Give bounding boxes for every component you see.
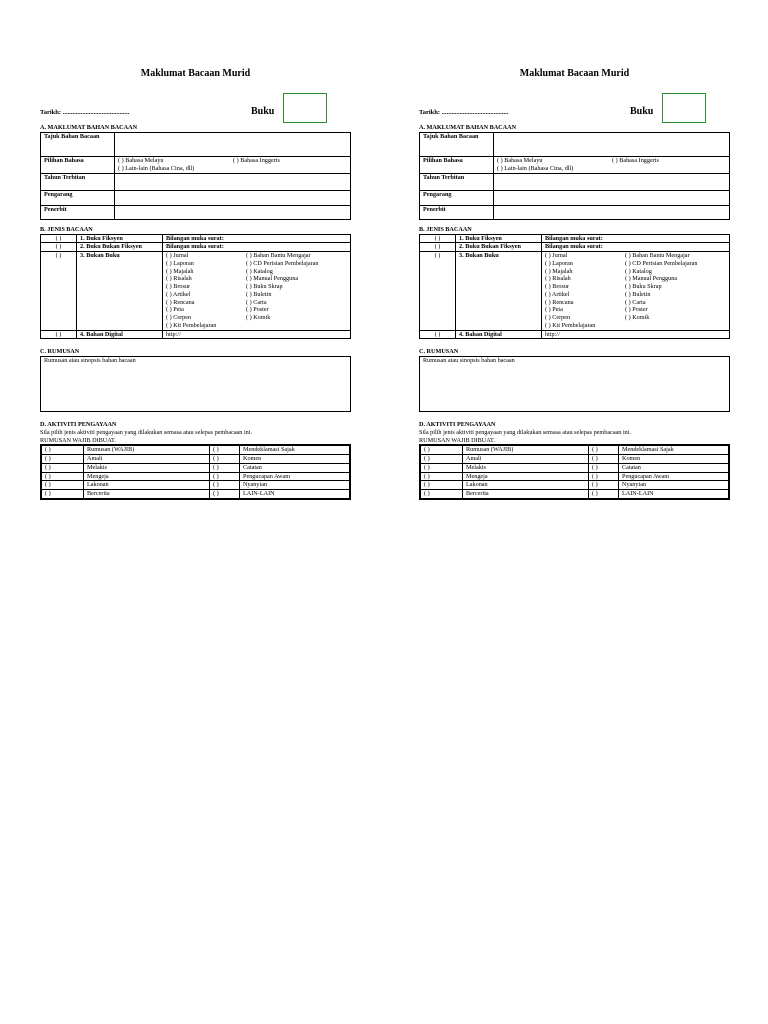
bukan-buku-option[interactable]: ( ) Rencana — [166, 298, 195, 306]
checkbox-bukan-fiksyen[interactable]: ( ) — [41, 243, 77, 252]
pengarang-label: Pengarang — [41, 190, 115, 205]
tajuk-label: Tajuk Bahan Bacaan — [420, 132, 494, 156]
activity-checkbox[interactable]: ( ) — [589, 455, 619, 464]
bukan-buku-option[interactable]: ( ) Risalah — [545, 275, 571, 283]
checkbox-bukan-buku[interactable]: ( ) — [41, 252, 77, 331]
bukan-fiksyen-label: 2. Buku Bukan Fiksyen — [77, 243, 163, 252]
pilihan-label: Pilihan Bahasa — [420, 156, 494, 173]
activity-checkbox[interactable]: ( ) — [589, 463, 619, 472]
checkbox-digital[interactable]: ( ) — [41, 330, 77, 339]
bukan-buku-option[interactable]: ( ) CD Perisian Pembelajaran — [625, 259, 698, 267]
penerbit-label: Penerbit — [420, 205, 494, 219]
pilihan-label: Pilihan Bahasa — [41, 156, 115, 173]
bukan-buku-option[interactable]: ( ) Jurnal — [166, 252, 189, 259]
bukan-buku-label: 3. Bukan Buku — [456, 252, 542, 331]
activity-label: Mendeklamasi Sajak — [240, 446, 350, 455]
tahun-input[interactable] — [115, 173, 351, 190]
form-title: Maklumat Bacaan Murid — [140, 68, 251, 79]
bukan-buku-option[interactable]: ( ) Bahan Bantu Mengajar — [625, 252, 690, 259]
activity-checkbox[interactable]: ( ) — [42, 446, 84, 455]
bukan-buku-option[interactable]: ( ) Kit Pembelajaran — [545, 321, 596, 329]
bukan-buku-option[interactable]: ( ) Buletin — [625, 290, 651, 298]
activity-checkbox[interactable]: ( ) — [42, 472, 84, 481]
bukan-buku-option[interactable]: ( ) Rencana — [545, 298, 574, 306]
bukan-buku-col2 — [625, 252, 698, 330]
bukan-buku-options — [542, 252, 730, 331]
bukan-buku-option[interactable]: ( ) Laporan — [166, 259, 194, 267]
activity-row — [42, 481, 350, 490]
reading-form-left — [40, 68, 351, 500]
pengarang-input[interactable] — [115, 190, 351, 205]
activity-label: Bercerita — [84, 490, 210, 499]
rumusan-box[interactable] — [420, 357, 730, 412]
activity-checkbox[interactable]: ( ) — [210, 481, 240, 490]
activity-label: Komen — [619, 455, 729, 464]
activity-row — [421, 455, 729, 464]
bukan-fiksyen-label: 2. Buku Bukan Fiksyen — [456, 243, 542, 252]
activity-checkbox[interactable]: ( ) — [210, 463, 240, 472]
option-lain-lain[interactable]: ( ) Lain-lain (Bahasa Cina, dll) — [497, 164, 574, 172]
pengarang-input[interactable] — [494, 190, 730, 205]
penerbit-label: Penerbit — [41, 205, 115, 219]
tarikh-field[interactable]: Tarikh: ......................................... — [419, 109, 509, 116]
digital-url[interactable]: http:// — [163, 330, 351, 339]
buku-number-box[interactable] — [283, 93, 327, 123]
activity-checkbox[interactable]: ( ) — [421, 446, 463, 455]
section-d-wajib: RUMUSAN WAJIB DIBUAT. — [40, 436, 116, 444]
option-bahasa-inggeris[interactable]: ( ) Bahasa Inggeris — [233, 156, 280, 164]
checkbox-fiksyen[interactable]: ( ) — [420, 234, 456, 243]
activity-label: Melakis — [463, 463, 589, 472]
bukan-buku-option[interactable]: ( ) Komik — [625, 314, 650, 321]
section-b-heading: B. JENIS BACAAN — [40, 225, 93, 233]
bukan-buku-option[interactable]: ( ) Risalah — [166, 275, 192, 283]
bukan-buku-option[interactable]: ( ) Majalah — [166, 267, 194, 275]
bukan-buku-option[interactable]: ( ) Peta — [545, 306, 563, 314]
section-d-heading: D. AKTIVITI PENGAYAAN — [40, 421, 117, 428]
digital-url[interactable]: http:// — [542, 330, 730, 339]
form-header — [40, 82, 351, 117]
activity-label: Mengeja — [463, 472, 589, 481]
pilihan-options[interactable] — [115, 156, 351, 173]
activity-label: Rumusan (WAJIB) — [463, 446, 589, 455]
form-title: Maklumat Bacaan Murid — [519, 68, 630, 79]
bukan-buku-option[interactable]: ( ) Kit Pembelajaran — [166, 321, 217, 329]
activity-row — [421, 481, 729, 490]
section-c-heading: C. RUMUSAN — [40, 348, 80, 356]
activity-label: Pengucapan Awam — [619, 472, 729, 481]
activity-checkbox[interactable]: ( ) — [421, 472, 463, 481]
section-d-heading: D. AKTIVITI PENGAYAAN — [419, 421, 496, 428]
tahun-label: Tahun Terbitan — [420, 173, 494, 190]
bukan-buku-option[interactable]: ( ) Poster — [246, 306, 269, 314]
section-b-table — [40, 234, 351, 340]
bukan-buku-option[interactable]: ( ) Cerpen — [166, 314, 192, 321]
activity-checkbox[interactable]: ( ) — [421, 463, 463, 472]
bukan-buku-option[interactable]: ( ) Katalog — [246, 267, 273, 275]
activity-table — [40, 444, 351, 500]
bukan-buku-option[interactable]: ( ) Poster — [625, 306, 648, 314]
bilangan-fiksyen[interactable]: Bilangan muka surat: — [542, 234, 730, 243]
activity-label: Nyanyian — [240, 481, 350, 490]
activity-row — [421, 446, 729, 455]
activity-checkbox[interactable]: ( ) — [589, 446, 619, 455]
activity-checkbox[interactable]: ( ) — [42, 481, 84, 490]
section-b-heading: B. JENIS BACAAN — [419, 225, 472, 233]
buku-label: Buku — [251, 106, 275, 117]
section-a-table — [40, 132, 351, 220]
fiksyen-label: 1. Buku Fiksyen — [77, 234, 163, 243]
buku-number-box[interactable] — [662, 93, 706, 123]
activity-row — [42, 446, 350, 455]
activity-label: Mendeklamasi Sajak — [619, 446, 729, 455]
section-c-table — [419, 356, 730, 412]
bukan-buku-options — [163, 252, 351, 331]
section-c-heading: C. RUMUSAN — [419, 348, 459, 356]
activity-label: Amali — [84, 455, 210, 464]
fiksyen-label: 1. Buku Fiksyen — [456, 234, 542, 243]
activity-checkbox[interactable]: ( ) — [42, 455, 84, 464]
checkbox-fiksyen[interactable]: ( ) — [41, 234, 77, 243]
bilangan-fiksyen[interactable]: Bilangan muka surat: — [163, 234, 351, 243]
activity-label: Mengeja — [84, 472, 210, 481]
activity-label: Bercerita — [463, 490, 589, 499]
bukan-buku-option[interactable]: ( ) Manual Pengguna — [246, 275, 299, 283]
activity-checkbox[interactable]: ( ) — [210, 472, 240, 481]
activity-label: Rumusan (WAJIB) — [84, 446, 210, 455]
activity-label: Pengucapan Awam — [240, 472, 350, 481]
activity-label: Catatan — [619, 463, 729, 472]
option-lain-lain[interactable]: ( ) Lain-lain (Bahasa Cina, dll) — [118, 164, 195, 172]
checkbox-bukan-fiksyen[interactable]: ( ) — [420, 243, 456, 252]
tajuk-input[interactable] — [115, 132, 351, 156]
pilihan-options[interactable] — [494, 156, 730, 173]
activity-label: Lakonan — [463, 481, 589, 490]
form-header — [419, 82, 730, 117]
bukan-buku-option[interactable]: ( ) Laporan — [545, 259, 573, 267]
penerbit-input[interactable] — [115, 205, 351, 219]
activity-label: Lakonan — [84, 481, 210, 490]
activity-checkbox[interactable]: ( ) — [210, 446, 240, 455]
bukan-buku-option[interactable]: ( ) Peta — [166, 306, 184, 314]
pengarang-label: Pengarang — [420, 190, 494, 205]
activity-checkbox[interactable]: ( ) — [421, 490, 463, 499]
activity-table — [419, 444, 730, 500]
tahun-input[interactable] — [494, 173, 730, 190]
tajuk-input[interactable] — [494, 132, 730, 156]
bukan-buku-option[interactable]: ( ) Artikel — [166, 290, 191, 298]
activity-checkbox[interactable]: ( ) — [42, 463, 84, 472]
option-bahasa-melayu[interactable]: ( ) Bahasa Melayu — [118, 156, 164, 164]
activity-row — [42, 490, 350, 499]
bukan-buku-option[interactable]: ( ) Manual Pengguna — [625, 275, 678, 283]
bukan-buku-option[interactable]: ( ) Brosur — [166, 283, 191, 290]
bukan-buku-option[interactable]: ( ) Carta — [625, 298, 646, 306]
digital-label: 4. Bahan Digital — [456, 330, 542, 339]
bukan-buku-option[interactable]: ( ) Bahan Bantu Mengajar — [246, 252, 311, 259]
bukan-buku-option[interactable]: ( ) Jurnal — [545, 252, 568, 259]
section-d-wajib: RUMUSAN WAJIB DIBUAT. — [419, 436, 495, 444]
digital-label: 4. Bahan Digital — [77, 330, 163, 339]
activity-checkbox[interactable]: ( ) — [210, 455, 240, 464]
tajuk-label: Tajuk Bahan Bacaan — [41, 132, 115, 156]
checkbox-bukan-buku[interactable]: ( ) — [420, 252, 456, 331]
activity-label: Amali — [463, 455, 589, 464]
bukan-buku-option[interactable]: ( ) Komik — [246, 314, 271, 321]
penerbit-input[interactable] — [494, 205, 730, 219]
bukan-buku-option[interactable]: ( ) Buku Skrap — [625, 283, 662, 290]
rumusan-note: Rumusan atau sinopsis bahan bacaan — [44, 357, 136, 364]
section-b-table — [419, 234, 730, 340]
bukan-buku-option[interactable]: ( ) Brosur — [545, 283, 570, 290]
option-bahasa-inggeris[interactable]: ( ) Bahasa Inggeris — [612, 156, 659, 164]
rumusan-note: Rumusan atau sinopsis bahan bacaan — [423, 357, 515, 364]
activity-checkbox[interactable]: ( ) — [589, 490, 619, 499]
bukan-buku-option[interactable]: ( ) Buku Skrap — [246, 283, 283, 290]
activity-label: LAIN-LAIN — [240, 490, 350, 499]
bukan-buku-label: 3. Bukan Buku — [77, 252, 163, 331]
activity-label: Catatan — [240, 463, 350, 472]
option-bahasa-melayu[interactable]: ( ) Bahasa Melayu — [497, 156, 543, 164]
activity-row — [421, 463, 729, 472]
activity-row — [421, 490, 729, 499]
section-d-instruction: Sila pilih jenis aktiviti pengayaan yang dilakukan semasa atau selepas pembacaan ini. — [419, 428, 632, 436]
activity-row — [42, 472, 350, 481]
bukan-buku-option[interactable]: ( ) Katalog — [625, 267, 652, 275]
bukan-buku-option[interactable]: ( ) CD Perisian Pembelajaran — [246, 259, 319, 267]
bukan-buku-col1 — [166, 252, 246, 330]
activity-row — [42, 463, 350, 472]
reading-form-right — [419, 68, 730, 500]
tarikh-field[interactable]: Tarikh: ......................................... — [40, 109, 130, 116]
bilangan-bukan-fiksyen[interactable]: Bilangan muka surat: — [542, 243, 730, 252]
bilangan-bukan-fiksyen[interactable]: Bilangan muka surat: — [163, 243, 351, 252]
bukan-buku-option[interactable]: ( ) Cerpen — [545, 314, 571, 321]
section-a-table — [419, 132, 730, 220]
activity-row — [42, 455, 350, 464]
section-d-instruction: Sila pilih jenis aktiviti pengayaan yang dilakukan semasa atau selepas pembacaan ini. — [40, 428, 253, 436]
section-c-table — [40, 356, 351, 412]
bukan-buku-col1 — [545, 252, 625, 330]
activity-checkbox[interactable]: ( ) — [42, 490, 84, 499]
activity-checkbox[interactable]: ( ) — [589, 481, 619, 490]
checkbox-digital[interactable]: ( ) — [420, 330, 456, 339]
tahun-label: Tahun Terbitan — [41, 173, 115, 190]
bukan-buku-option[interactable]: ( ) Carta — [246, 298, 267, 306]
bukan-buku-option[interactable]: ( ) Majalah — [545, 267, 573, 275]
activity-checkbox[interactable]: ( ) — [421, 455, 463, 464]
section-a-heading: A. MAKLUMAT BAHAN BACAAN — [40, 124, 138, 131]
activity-label: Komen — [240, 455, 350, 464]
bukan-buku-option[interactable]: ( ) Buletin — [246, 290, 272, 298]
activity-label: LAIN-LAIN — [619, 490, 729, 499]
activity-label: Nyanyian — [619, 481, 729, 490]
activity-checkbox[interactable]: ( ) — [210, 490, 240, 499]
activity-label: Melakis — [84, 463, 210, 472]
activity-checkbox[interactable]: ( ) — [589, 472, 619, 481]
section-a-heading: A. MAKLUMAT BAHAN BACAAN — [419, 124, 517, 131]
buku-label: Buku — [630, 106, 654, 117]
bukan-buku-col2 — [246, 252, 319, 330]
rumusan-box[interactable] — [41, 357, 351, 412]
activity-row — [421, 472, 729, 481]
activity-checkbox[interactable]: ( ) — [421, 481, 463, 490]
bukan-buku-option[interactable]: ( ) Artikel — [545, 290, 570, 298]
